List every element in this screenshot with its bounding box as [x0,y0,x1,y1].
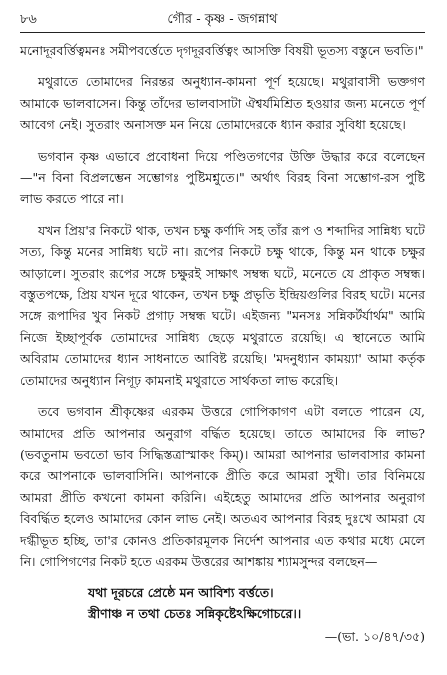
paragraph: ভগবান কৃষ্ণ এভাবে প্রবোধনা দিয়ে পণ্ডিতগণের উক্তি উদ্ধার করে বলেছেন—"ন বিনা বিপ্রলম্ভেন সম্ভোগঃ পুষ্টিমশ্নুতে।" অর্থাৎ বিরহ বিনা সম্ভোগ-রস পুষ্টি লাভ করতে পারে না। [20,148,425,207]
paragraph: মথুরাতে তোমাদের নিরন্তর অনুধ্যান-কামনা পূর্ণ হয়েছে। মথুরাবাসী ভক্তগণ আমাকে ভালবাসেন। কিন্তু তাঁদের ভালবাসাটা ঐশ্বর্যমিশ্রিত হওয়ার জন্য মনেতে পূর্ণ আবেগ নেই। সুতরাং অনাসক্ত মন নিয়ে তোমাদেরকে ধ্যান করার সুবিধা হয়েছে। [20,74,425,133]
paragraph-continuation: মনোদূরবর্ত্তিত্বমনঃ সমীপবর্ত্তেতে দৃগদূরবর্ত্তিত্বং আসক্তি বিষয়ী ভূতস্য বস্তুনে ভবতি।" [20,43,424,58]
verse-line: স্ত্রীণাঞ্চ ন তথা চেতঃ সন্নিকৃষ্টেঽক্ষিগোচরে।। [88,606,302,622]
page-header [20,0,425,36]
paragraph: যখন প্রিয়'র নিকটে থাক, তখন চক্ষু কর্ণাদি সহ তাঁর রূপ ও শব্দাদির সান্নিধ্য ঘটে সত্য, কিন্তু মনের সান্নিধ্য ঘটে না। রূপের নিকটে চক্ষু থাকে, কিন্তু মন থাকে চক্ষুর আড়ালে। সুতরাং রূপের সঙ্গে চক্ষুরই সাক্ষাৎ সম্বন্ধ ঘটে, মনেতে যে প্রাকৃত সম্বন্ধ। বস্তুতপক্ষে, প্রিয় যখন দূরে থাকেন, তখন চক্ষু প্রভৃতি ইন্দ্রিয়গুলির বিরহ ঘটে। মনের সঙ্গে রূপাদির খুব নিকট প্রগাঢ় সম্বন্ধ ঘটে। এইজন্য "মনসঃ সন্নিকর্টর্যার্থম" আমি নিজে ইচ্ছাপূর্বক তোমাদের সান্নিধ্য ছেড়ে মথুরাতে রয়েছি। এ স্থানেতে আমি অবিরাম তোমাদের ধ্যান সাধনাতে আবিষ্ট রয়েছি। 'মদনুধ্যান কাময়্যা' আমা কর্তৃক তোমাদের অনুধ্যান নিগূঢ় কামনাই মথুরাতে সার্থকতা লাভ করেছি। [20,222,425,388]
verse-citation: —(ভা. ১০/৪৭/৩৫) [324,629,425,645]
verse-line: যথা দূরচরে প্রেষ্ঠে মন আবিশ্য বর্ত্ততে। [88,585,274,601]
header-divider [20,32,425,33]
page-number: ৮৬ [20,12,37,27]
sanskrit-verse [20,582,425,624]
running-title: গৌর - কৃষ্ণ - জগন্নাথ [167,12,278,27]
paragraph: তবে ভগবান শ্রীকৃষ্ণের এরকম উত্তরে গোপিকাগণ এটা বলতে পারেন যে, আমাদের প্রতি আপনার অনুরাগ বর্দ্ধিত হয়েছে। তাতে আমাদের কি লাভ? (ভবতুনাম ভবতো ভাব সিদ্ধিস্তত্রাস্মাকং কিম্)। আমরা আপনার ভালবাসার কামনা করে আপনাকে ভালবাসিনি। আপনাকে প্রীতি করে আমরা সুখী। তার বিনিময়ে আমরা প্রীতি কখনো কামনা করিনি। এইহেতু আমাদের প্রতি আপনার অনুরাগ বিবর্দ্ধিত হলেও আমাদের কোন লাভ নেই। অতএব আপনার বিরহ দুঃখে আমরা যে দগ্ধীভূত হচ্ছি, তা'র কোনও প্রতিকারমূলক নির্দেশ আপনার এত কথার মধ্যে মেলে নি। গোপিগণের নিকট হতে এরকম উত্তরের আশঙ্কায় শ্যামসুন্দর বলছেন— [20,404,425,569]
body-text [20,40,425,648]
